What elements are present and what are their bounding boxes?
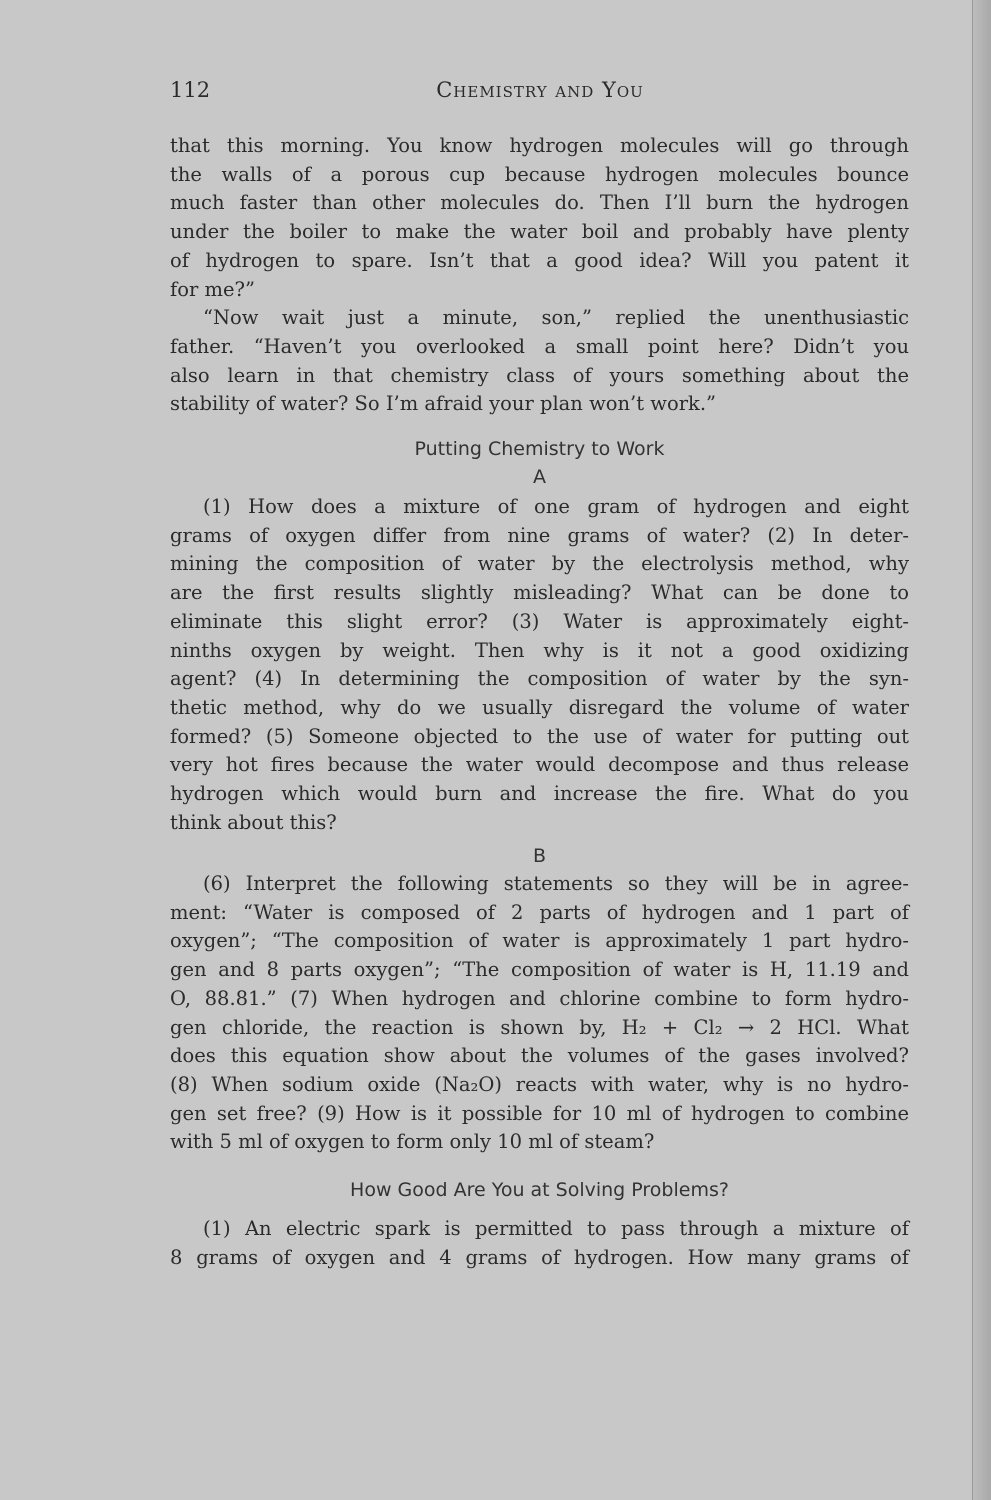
part-b-label: B	[532, 845, 547, 867]
text-line: eliminate this slight error? (3) Water is approximately eight-	[170, 609, 909, 633]
text-line: (1) An electric spark is permitted to pass through a mixture of	[203, 1217, 909, 1240]
text-line: under the boiler to make the water boil and probably have plenty	[170, 220, 909, 244]
running-title: Chemistry and You	[436, 78, 644, 102]
text-line: ment: “Water is composed of 2 parts of hydrogen and 1 part of	[170, 900, 909, 924]
text-line: agent? (4) In determining the composition of water by the syn-	[170, 667, 909, 691]
text-line: gen chloride, the reaction is shown by, H₂ + Cl₂ → 2 HCl. What	[170, 1015, 909, 1039]
text-line: (6) Interpret the following statements so they will be in agree-	[203, 872, 909, 895]
text-line: father. “Haven’t you overlooked a small point here? Didn’t you	[170, 334, 909, 358]
text-line: hydrogen which would burn and increase the fire. What do you	[170, 782, 909, 805]
text-line: thetic method, why do we usually disregard the volume of water	[170, 695, 909, 719]
text-line: for me?”	[170, 277, 255, 301]
text-line: that this morning. You know hydrogen molecules will go through	[170, 134, 909, 157]
text-line: are the first results slightly misleading? What can be done to	[170, 581, 909, 605]
text-line: with 5 ml of oxygen to form only 10 ml of steam?	[170, 1130, 655, 1154]
section-heading: Putting Chemistry to Work	[414, 438, 665, 460]
part-a-label: A	[533, 466, 546, 488]
text-line: (1) How does a mixture of one gram of hydrogen and eight	[203, 495, 909, 518]
text-line: does this equation show about the volumes of the gases involved?	[170, 1044, 909, 1068]
text-line: gen and 8 parts oxygen”; “The composition of water is H, 11.19 and	[170, 958, 909, 982]
text-line: stability of water? So I’m afraid your plan won’t work.”	[170, 392, 717, 416]
text-line: mining the composition of water by the electrolysis method, why	[170, 552, 909, 576]
text-line: also learn in that chemistry class of yours something about the	[170, 363, 909, 387]
text-line: grams of oxygen differ from nine grams of water? (2) In deter-	[170, 523, 909, 547]
text-line: “Now wait just a minute, son,” replied the unenthusiastic	[203, 306, 909, 330]
text-line: much faster than other molecules do. Then I’ll burn the hydrogen	[170, 191, 909, 215]
section-heading: How Good Are You at Solving Problems?	[350, 1179, 729, 1201]
page-number: 112	[170, 78, 211, 102]
page-edge	[972, 0, 991, 1500]
text-line: think about this?	[170, 810, 337, 834]
text-line: (8) When sodium oxide (Na₂O) reacts with water, why is no hydro-	[170, 1072, 909, 1096]
text-line: 8 grams of oxygen and 4 grams of hydrogen. How many grams of	[170, 1245, 909, 1269]
text-line: the walls of a porous cup because hydrogen molecules bounce	[170, 162, 909, 186]
text-line: gen set free? (9) How is it possible for 10 ml of hydrogen to combine	[170, 1101, 909, 1125]
text-line: oxygen”; “The composition of water is approximately 1 part hydro-	[170, 929, 909, 953]
text-line: formed? (5) Someone objected to the use of water for putting out	[170, 724, 909, 748]
text-line: O, 88.81.” (7) When hydrogen and chlorine combine to form hydro-	[170, 986, 909, 1010]
text-line: ninths oxygen by weight. Then why is it not a good oxidizing	[170, 638, 909, 662]
text-line: of hydrogen to spare. Isn’t that a good idea? Will you patent it	[170, 248, 909, 272]
text-line: very hot fires because the water would decompose and thus release	[170, 753, 909, 777]
